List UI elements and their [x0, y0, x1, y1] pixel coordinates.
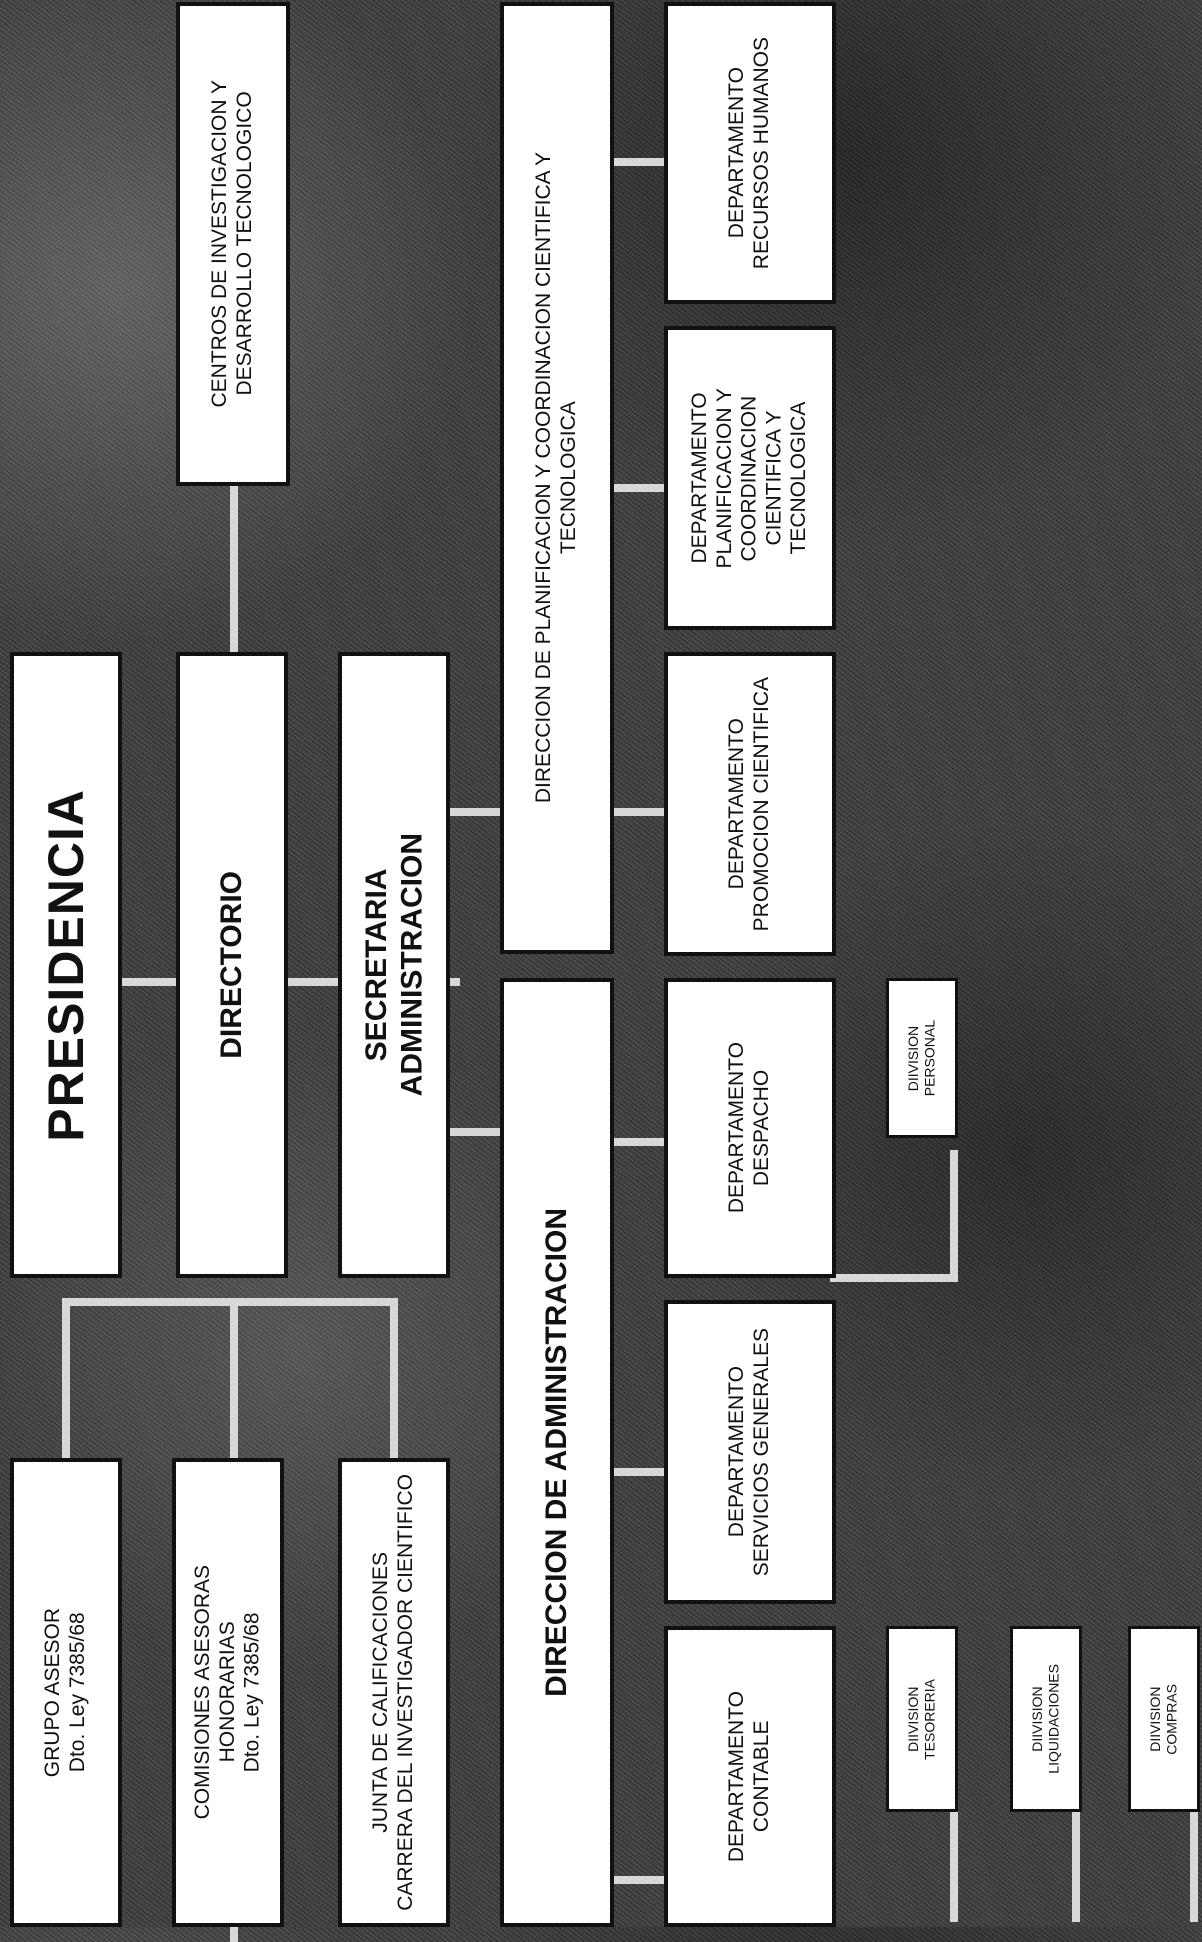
connector-line [446, 808, 506, 816]
departamento-contable-label: DEPARTAMENTO CONTABLE [725, 1690, 773, 1863]
division-compras-box [1128, 1626, 1200, 1812]
division-tesoreria-label: DIIVISION TESORERIA [905, 1678, 938, 1760]
connector-line [62, 1298, 70, 1458]
departamento-servicios-generales-label: DEPARTAMENTO SERVICIOS GENERALES [725, 1327, 773, 1577]
secretaria-administracion-box [338, 652, 450, 1278]
secretaria-administracion-label: SECRETARIA ADMINISTRACION [359, 833, 428, 1097]
division-liquidaciones-label: DIIVISION LIQUIDACIONES [1029, 1664, 1062, 1774]
connector-line [950, 1812, 958, 1922]
division-compras-label: DIIVISION COMPRAS [1147, 1683, 1180, 1755]
division-tesoreria-box [886, 1626, 958, 1812]
comisiones-asesoras-box [172, 1458, 284, 1927]
division-personal-box [886, 978, 958, 1138]
division-liquidaciones-box [1010, 1626, 1082, 1812]
departamento-servicios-generales-box [664, 1300, 836, 1604]
connector-line [230, 1298, 238, 1458]
grupo-asesor-label: GRUPO ASESOR Dto. Ley 7385/68 [41, 1607, 89, 1778]
centros-investigacion-box [176, 2, 290, 486]
division-personal-label: DIIVISION PERSONAL [905, 1019, 938, 1097]
departamento-contable-box [664, 1626, 836, 1927]
departamento-planificacion-box [664, 326, 836, 630]
connector-line [1072, 1812, 1080, 1922]
connector-line [62, 1298, 394, 1306]
departamento-planificacion-label: DEPARTAMENTO PLANIFICACION Y COORDINACION CIENTIFICA Y TECNOLOGICA [688, 387, 811, 569]
presidencia-box [10, 652, 122, 1278]
connector-line [1190, 1812, 1198, 1922]
connector-line [230, 480, 238, 660]
departamento-despacho-label: DEPARTAMENTO DESPACHO [725, 1042, 773, 1214]
presidencia-label: PRESIDENCIA [37, 788, 94, 1142]
direccion-administracion-label: DIRECCION DE ADMINISTRACION [540, 1208, 574, 1697]
comisiones-asesoras-label: COMISIONES ASESORAS HONORARIAS Dto. Ley 7385/68 [190, 1565, 264, 1820]
direccion-administracion-box [500, 978, 614, 1927]
connector-line [950, 1150, 958, 1280]
junta-calificaciones-box [338, 1458, 450, 1927]
directorio-label: DIRECTORIO [215, 871, 249, 1059]
departamento-promocion-cientifica-box [664, 652, 836, 956]
connector-line [390, 1298, 398, 1458]
direccion-planificacion-label: DIRECCION DE PLANIFICACION Y COORDINACION CIENTIFICA Y TECNOLOGICA [532, 152, 580, 804]
departamento-promocion-cientifica-label: DEPARTAMENTO PROMOCION CIENTIFICA [725, 676, 773, 932]
grupo-asesor-box [10, 1458, 122, 1927]
centros-investigacion-label: CENTROS DE INVESTIGACION Y DESARROLLO TECNOLOGICO [208, 80, 256, 408]
departamento-recursos-humanos-box [664, 2, 836, 304]
connector-line [446, 1128, 506, 1136]
direccion-planificacion-box [500, 2, 614, 954]
departamento-despacho-box [664, 978, 836, 1278]
directorio-box [176, 652, 288, 1278]
departamento-recursos-humanos-label: DEPARTAMENTO RECURSOS HUMANOS [725, 36, 773, 270]
junta-calificaciones-label: JUNTA DE CALIFICACIONES CARRERA DEL INVESTIGADOR CIENTIFICO [369, 1474, 417, 1911]
connector-line [830, 1274, 958, 1282]
